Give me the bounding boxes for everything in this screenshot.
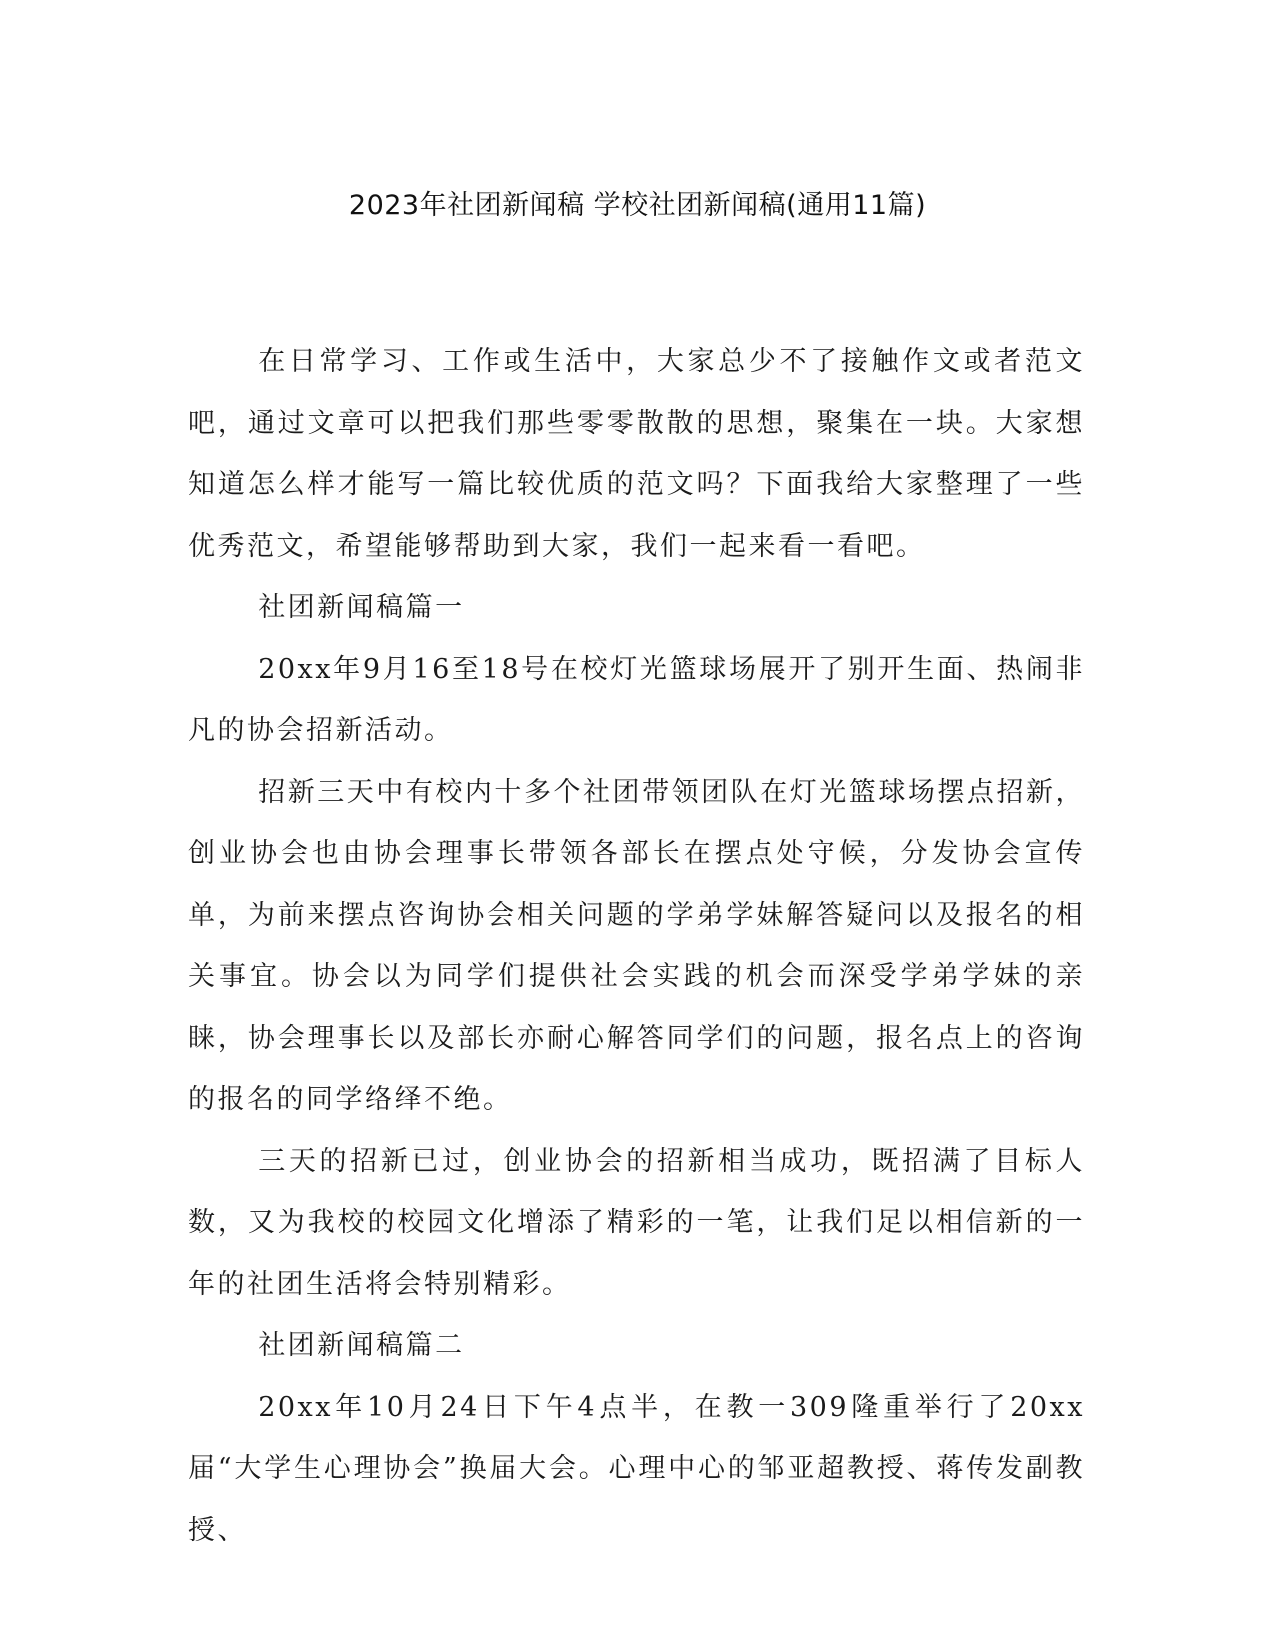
document-body — [188, 331, 1085, 1561]
intro-paragraph: 在日常学习、工作或生活中，大家总少不了接触作文或者范文吧，通过文章可以把我们那些零零散散的思想，聚集在一块。大家想知道怎么样才能写一篇比较优质的范文吗？下面我给大家整理了一些优秀范文，希望能够帮助到大家，我们一起来看一看吧。 — [188, 346, 1085, 562]
paragraph: 20xx年10月24日下午4点半，在教一309隆重举行了20xx届“大学生心理协会”换届大会。心理中心的邹亚超教授、蒋传发副教授、 — [188, 1391, 1085, 1546]
document-title: 2023年社团新闻稿 学校社团新闻稿(通用11篇) — [348, 190, 927, 221]
paragraph: 招新三天中有校内十多个社团带领团队在灯光篮球场摆点招新，创业协会也由协会理事长带领各部长在摆点处守候，分发协会宣传单，为前来摆点咨询协会相关问题的学弟学妹解答疑问以及报名的相关事宜。协会以为同学们提供社会实践的机会而深受学弟学妹的亲睐，协会理事长以及部长亦耐心解答同学们的问题，报名点上的咨询的报名的同学络绎不绝。 — [188, 776, 1085, 1115]
section-heading-1: 社团新闻稿篇一 — [258, 592, 465, 623]
paragraph: 三天的招新已过，创业协会的招新相当成功，既招满了目标人数，又为我校的校园文化增添了精彩的一笔，让我们足以相信新的一年的社团生活将会特别精彩。 — [188, 1145, 1085, 1300]
section-heading-2: 社团新闻稿篇二 — [258, 1330, 465, 1361]
paragraph: 20xx年9月16至18号在校灯光篮球场展开了别开生面、热闹非凡的协会招新活动。 — [188, 653, 1085, 746]
